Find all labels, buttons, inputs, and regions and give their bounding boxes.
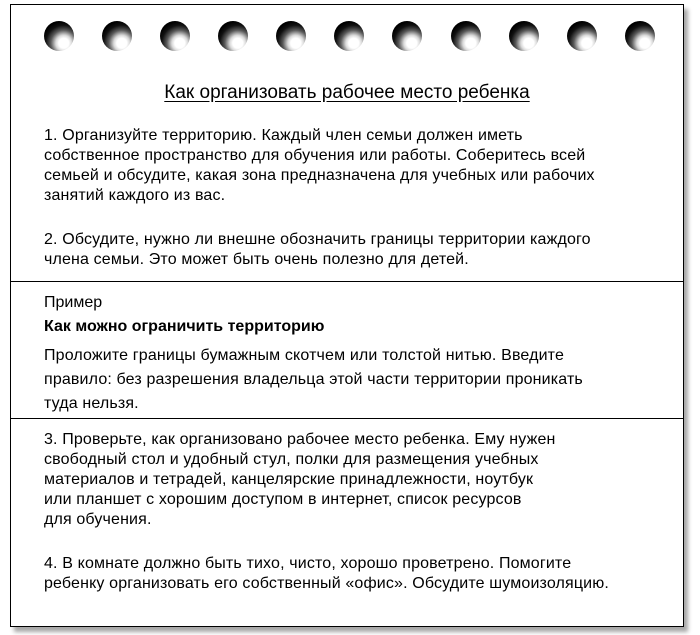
- example-label: Пример: [44, 294, 103, 311]
- binder-ring-icon: [451, 21, 481, 51]
- binder-ring-icon: [218, 21, 248, 51]
- binder-ring-icon: [567, 21, 597, 51]
- binder-ring-icon: [334, 21, 364, 51]
- example-heading: Как можно ограничить территорию: [44, 318, 325, 335]
- notepad-card: [10, 4, 684, 627]
- binder-ring-icon: [625, 21, 655, 51]
- binder-ring-icon: [102, 21, 132, 51]
- paragraph-2: 2. Обсудите, нужно ли внешне обозначить границы территории каждого члена семьи. Это может быть очень полезно для детей.: [44, 231, 591, 268]
- paragraph-1: 1. Организуйте территорию. Каждый член семьи должен иметь собственное пространство для обучения или работы. Соберитесь всей семьей и обсудите, какая зона предназначена для учебных или рабочих занятий каждого из вас.: [44, 127, 595, 204]
- binder-ring-icon: [276, 21, 306, 51]
- binder-ring-icon: [160, 21, 190, 51]
- divider-bottom: [11, 418, 683, 419]
- divider-top: [11, 281, 683, 282]
- paragraph-4: 4. В комнате должно быть тихо, чисто, хорошо проветрено. Помогите ребенку организовать его собственный «офис». Обсудите шумоизоляцию.: [44, 555, 609, 592]
- page-title: Как организовать рабочее место ребенка: [164, 82, 530, 103]
- binder-rings: [11, 21, 683, 61]
- example-text: Проложите границы бумажным скотчем или толстой нитью. Введите правило: без разрешения владельца этой части территории проникать туда нельзя.: [44, 347, 583, 412]
- binder-ring-icon: [392, 21, 422, 51]
- paragraph-3: 3. Проверьте, как организовано рабочее место ребенка. Ему нужен свободный стол и удобный стул, полки для размещения учебных материалов и тетрадей, канцелярские принадлежности, ноутбук или планшет с хорошим доступом в интернет, список ресурсов для обучения.: [44, 431, 556, 528]
- binder-ring-icon: [509, 21, 539, 51]
- binder-ring-icon: [44, 21, 74, 51]
